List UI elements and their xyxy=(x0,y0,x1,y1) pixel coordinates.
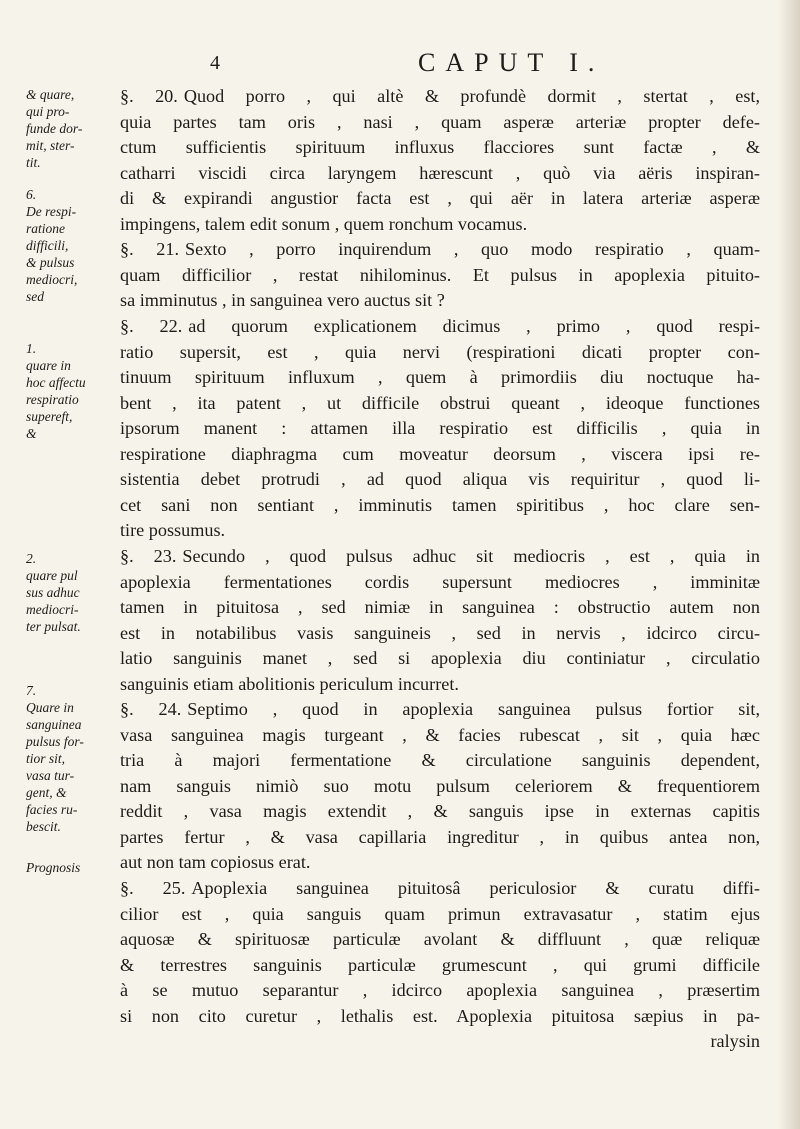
text-line: cet sani non sentiant , imminutis tamen spiritibus , hoc clare sen- xyxy=(120,494,760,515)
page-number: 4 xyxy=(210,52,220,74)
text-line: tria à majori fermentatione & circulatione sanguinis dependent, xyxy=(120,750,760,770)
paragraph-24 xyxy=(120,697,760,876)
text-line: partes fertur , & vasa capillaria ingreditur , in quibus antea non, xyxy=(120,826,760,847)
text-line: aquosæ & spirituosæ particulæ avolant & diffluunt , quæ reliquæ xyxy=(120,929,760,949)
text-line: §. 20. Quod porro , qui altè & profundè dormit , stertat , est, xyxy=(120,86,760,106)
text-line: §. 21. Sexto , porro inquirendum , quo modo respiratio , quam- xyxy=(120,239,761,259)
text-line: sa imminutus , in sanguinea vero auctus sit ? xyxy=(120,290,445,310)
text-line: bent , ita patent , ut difficile obstrui queant , ideoque functiones xyxy=(120,392,760,413)
running-head: CAPUT I. xyxy=(418,48,605,77)
text-line: ctum sufficientis spirituum influxus flacciores sunt factæ , & xyxy=(120,137,760,157)
margin-note: 1. quare in hoc affectu respiratio supereft, & xyxy=(26,341,86,441)
text-line: tamen in pituitosa , sed nimiæ in sanguinea : obstructio autem non xyxy=(120,597,760,617)
page-edge-shadow xyxy=(778,0,800,1129)
text-line: di & expirandi angustior facta est , qui aër in latera arteriæ asperæ xyxy=(120,188,760,208)
text-line: tire possumus. xyxy=(120,520,226,540)
text-line: latio sanguinis manet , sed si apoplexia diu continiatur , circulatio xyxy=(120,648,760,668)
text-line: ratio supersit, est , quia nervi (respirationi dicati propter con- xyxy=(120,341,760,362)
text-line: nam sanguis nimiò suo motu pulsum celeriorem & frequentiorem xyxy=(120,775,760,796)
page-header xyxy=(0,48,800,78)
text-line: ipsorum manent : attamen illa respiratio est difficilis , quia in xyxy=(120,418,760,438)
text-line: quam difficilior , restat nihilominus. Et pulsus in apoplexia pituito- xyxy=(120,264,760,285)
text-line: quia partes tam oris , nasi , quam asperæ arteriæ propter defe- xyxy=(120,111,760,132)
text-line: à se mutuo separantur , idcirco apoplexia sanguinea , præsertim xyxy=(120,980,760,1000)
text-line: §. 23. Secundo , quod pulsus adhuc sit mediocris , est , quia in xyxy=(120,546,760,566)
paragraph-20 xyxy=(120,84,760,237)
text-line: aut non tam copiosus erat. xyxy=(120,852,311,872)
text-line: apoplexia fermentationes cordis supersunt mediocres , imminitæ xyxy=(120,571,760,592)
text-line: reddit , vasa magis extendit , & sanguis ipse in externas capitis xyxy=(120,801,760,821)
paragraph-22 xyxy=(120,314,760,544)
margin-note: Prognosis xyxy=(26,860,81,875)
section-number: §. 24. xyxy=(120,699,182,719)
section-number: §. 23. xyxy=(120,546,177,566)
paragraph-23 xyxy=(120,544,760,697)
margin-note: & quare, qui pro- funde dor- mit, ster- tit. xyxy=(26,87,83,170)
text-line: §. 24. Septimo , quod in apoplexia sanguinea pulsus fortior sit, xyxy=(120,699,760,719)
margin-note: 6. De respi- ratione difficili, & pulsus mediocri, sed xyxy=(26,187,78,304)
text-line: tinuum spirituum influxum , quem à primordiis diu noctuque ha- xyxy=(120,367,760,387)
section-number: §. 25. xyxy=(120,878,186,898)
text-line: si non cito curetur , lethalis est. Apoplexia pituitosa sæpius in pa- xyxy=(120,1005,760,1026)
text-line: catharri viscidi circa laryngem hærescunt , quò via aëris inspiran- xyxy=(120,162,760,183)
margin-note: 2. quare pul sus adhuc mediocri- ter pulsat. xyxy=(26,551,81,634)
text-line: impingens, talem edit sonum , quem ronchum vocamus. xyxy=(120,213,528,234)
text-line: §. 22. ad quorum explicationem dicimus , primo , quod respi- xyxy=(120,316,761,336)
text-line: §. 25. Apoplexia sanguinea pituitosâ periculosior & curatu diffi- xyxy=(120,878,760,898)
paragraph-21 xyxy=(120,237,760,314)
section-number: §. 22. xyxy=(120,316,183,336)
paragraph-25 xyxy=(120,876,760,1055)
text-line: sanguinis etiam abolitionis periculum incurret. xyxy=(120,673,459,694)
margin-note: 7. Quare in sanguinea pulsus for- tior sit, vasa tur- gent, & facies ru- bescit. xyxy=(26,683,84,834)
text-line: sistentia debet protrudi , ad quod aliqua vis requiritur , quod li- xyxy=(120,469,760,489)
text-line: respiratione diaphragma cum moveatur deorsum , viscera ipsi re- xyxy=(120,443,760,464)
text-line: cilior est , quia sanguis quam primun extravasatur , statim ejus xyxy=(120,903,760,924)
section-number: §. 20. xyxy=(120,86,178,106)
catchword: ralysin xyxy=(710,1031,760,1051)
text-line: & terrestres sanguinis particulæ grumescunt , qui grumi difficile xyxy=(120,954,760,975)
text-line: est in notabilibus vasis sanguineis , sed in nervis , idcirco circu- xyxy=(120,622,760,643)
text-line: vasa sanguinea magis turgeant , & facies rubescat , sit , quia hæc xyxy=(120,724,760,745)
section-number: §. 21. xyxy=(120,239,180,259)
